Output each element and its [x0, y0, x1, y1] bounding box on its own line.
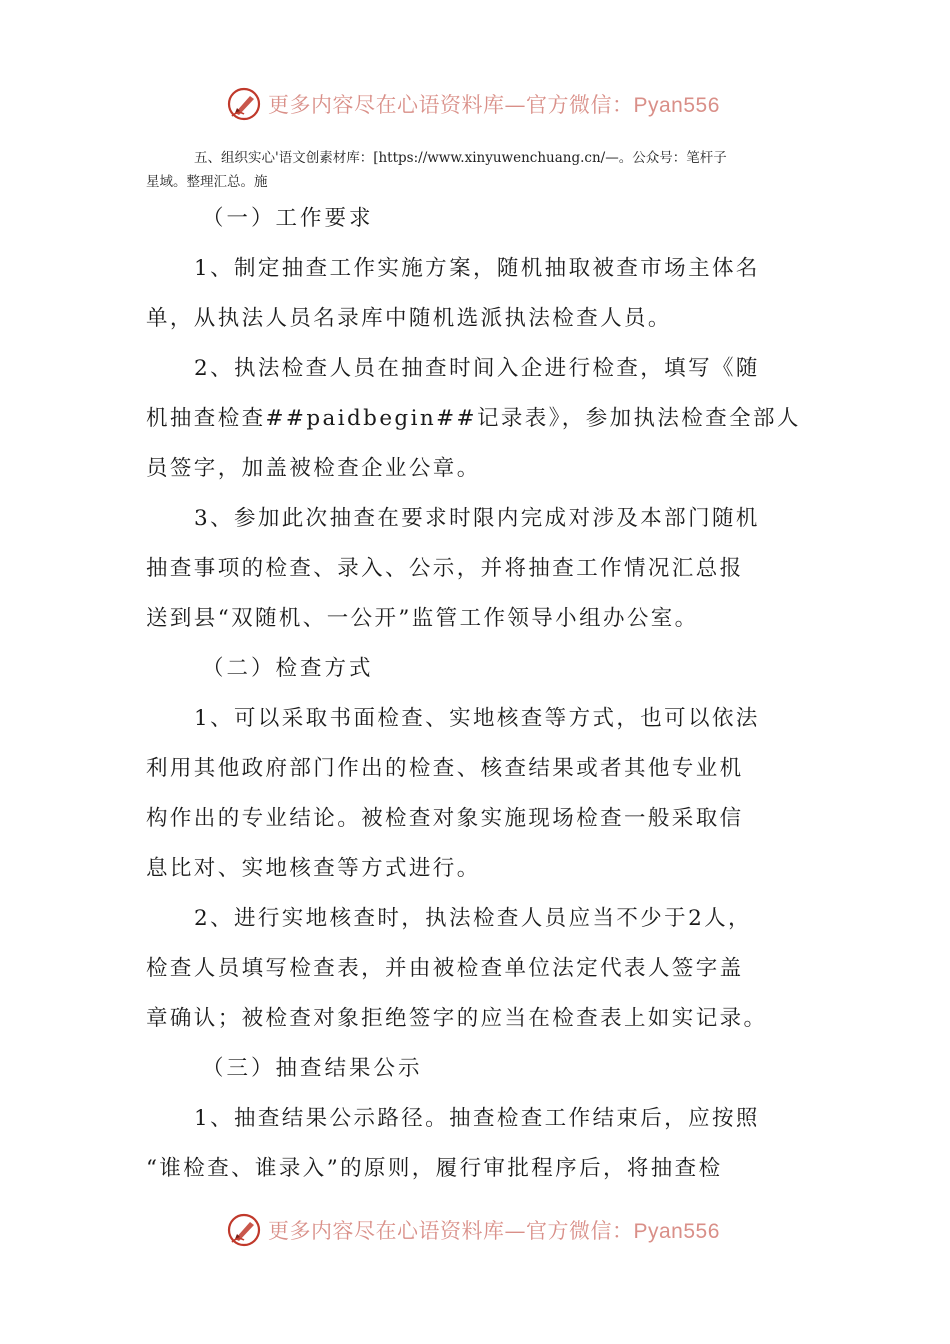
section-heading: （三）抽查结果公示	[202, 1056, 423, 1081]
paragraph-line: 章确认；被检查对象拒绝签字的应当在检查表上如实记录。	[146, 1006, 768, 1031]
banner-wechat-id: Pyan556	[633, 1220, 720, 1243]
banner-text-cn: 更多内容尽在心语资料库—官方微信：	[268, 93, 634, 117]
section-heading: （一）工作要求	[202, 206, 374, 231]
paragraph-line: “谁检查、谁录入”的原则，履行审批程序后，将抽查检	[146, 1156, 723, 1181]
source-note-line-1: 五、组织实心'语文创素材库：[https://www.xinyuwenchuang.cn/—。公众号：笔杆子	[194, 150, 727, 166]
pen-logo-icon	[226, 1212, 262, 1248]
paragraph-line: 单，从执法人员名录库中随机选派执法检查人员。	[146, 306, 672, 331]
banner-text-cn: 更多内容尽在心语资料库—官方微信：	[268, 1219, 634, 1243]
footer-banner	[226, 1210, 746, 1250]
paragraph-line: 1、制定抽查工作实施方案，随机抽取被查市场主体名	[194, 256, 760, 281]
paragraph-line: 构作出的专业结论。被检查对象实施现场检查一般采取信	[146, 806, 744, 831]
paragraph-line: 2、执法检查人员在抽查时间入企进行检查，填写《随	[194, 356, 760, 381]
paragraph-line: 2、进行实地核查时，执法检查人员应当不少于2人，	[194, 906, 752, 931]
paragraph-line: 抽查事项的检查、录入、公示，并将抽查工作情况汇总报	[146, 556, 744, 581]
paragraph-line: 送到县“双随机、一公开”监管工作领导小组办公室。	[146, 606, 699, 631]
header-banner	[226, 84, 746, 124]
source-note-line-2: 星域。整理汇总。施	[146, 174, 268, 190]
banner-wechat-id: Pyan556	[633, 94, 720, 117]
banner-text	[268, 89, 720, 119]
paragraph-line: 息比对、实地核查等方式进行。	[146, 856, 481, 881]
paragraph-line: 利用其他政府部门作出的检查、核查结果或者其他专业机	[146, 756, 744, 781]
source-note	[146, 146, 810, 194]
banner-text	[268, 1215, 720, 1245]
section-heading: （二）检查方式	[202, 656, 374, 681]
pen-logo-icon	[226, 86, 262, 122]
document-body	[146, 194, 810, 1194]
paragraph-line: 员签字，加盖被检查企业公章。	[146, 456, 481, 481]
paragraph-line: 1、可以采取书面检查、实地核查等方式，也可以依法	[194, 706, 760, 731]
paragraph-line: 机抽查检查##paidbegin##记录表》，参加执法检查全部人	[146, 406, 801, 431]
paragraph-line: 检查人员填写检查表，并由被检查单位法定代表人签字盖	[146, 956, 744, 981]
paragraph-line: 1、抽查结果公示路径。抽查检查工作结束后，应按照	[194, 1106, 760, 1131]
paragraph-line: 3、参加此次抽查在要求时限内完成对涉及本部门随机	[194, 506, 760, 531]
